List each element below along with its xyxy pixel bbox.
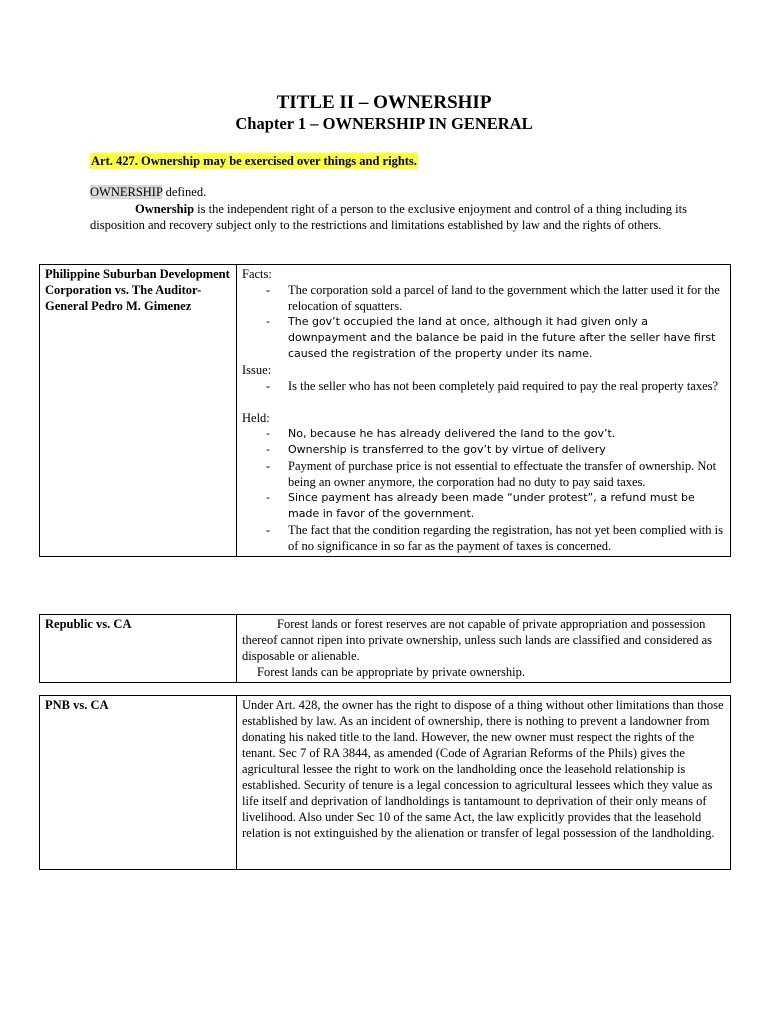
facts-label: Facts: [242,267,272,281]
list-item: - Ownership is transferred to the gov’t by virtue of delivery [242,442,726,458]
held-label: Held: [242,411,270,425]
case-table-2 [39,614,731,683]
list-item: - Since payment has already been made “under protest”, a refund must be made in favor of the government. [242,490,726,522]
case-table-3 [39,695,731,870]
list-item: - No, because he has already delivered the land to the gov’t. [242,426,726,442]
case-paragraph: Forest lands can be appropriate by private ownership. [257,665,525,679]
article-heading: Art. 427. Ownership may be exercised over things and rights. [91,154,417,168]
case-paragraph: Forest lands or forest reserves are not capable of private appropriation and possession thereof cannot ripen into private ownership, unless such lands are classified and considered as disposable or alienable. [242,617,712,663]
page-title: TITLE II – OWNERSHIP [276,92,492,113]
case-body [237,615,731,683]
case-paragraph: Under Art. 428, the owner has the right to dispose of a thing without other limitations than those established by law. As an incident of ownership, there is nothing to prevent a landowner from donating his naked title to the land. However, the new owner must respect the rights of the tenant. Sec 7 of RA 3844, as amended (Code of Agrarian Reforms of the Phils) gives the agricultural lessee the right to work on the landholding once the leasehold relationship is established. Security of tenure is a legal concession to agricultural lessees which they value as life itself and deprivation of landholdings is tantamount to deprivation of their only means of livelihood. Also under Sec 10 of the same Act, the law explicitly provides that the leasehold relation is not extinguished by the alienation or transfer of legal possession of the landholding. [242,698,724,840]
list-item: - The fact that the condition regarding the registration, has not yet been complied with is of no significance in so far as the payment of taxes is concerned. [242,522,726,554]
definition-defined-word: defined. [162,185,207,199]
case-table-1 [39,264,731,557]
definition-heading [90,184,206,200]
list-item: - The gov’t occupied the land at once, although it had given only a downpayment and the balance be paid in the future after the seller have first caused the registration of the property under its name. [242,314,726,362]
issue-label: Issue: [242,363,272,377]
case-name: PNB vs. CA [40,696,237,870]
issue-list [242,378,726,394]
definition-term: OWNERSHIP [90,185,163,199]
list-item: - Payment of purchase price is not essential to effectuate the transfer of ownership. Not being an owner anymore, the corporation had no duty to pay said taxes. [242,458,726,490]
list-item: - Is the seller who has not been completely paid required to pay the real property taxes? [242,378,726,394]
definition-bold-word: Ownership [135,202,195,216]
case-name: Philippine Suburban Development Corporation vs. The Auditor-General Pedro M. Gimenez [40,265,237,557]
chapter-heading: Chapter 1 – OWNERSHIP IN GENERAL [235,114,533,133]
list-item: - The corporation sold a parcel of land to the government which the latter used it for the relocation of squatters. [242,282,726,314]
held-list [242,426,726,554]
case-body [237,265,731,557]
definition-text: is the independent right of a person to the exclusive enjoyment and control of a thing including its disposition and recovery subject only to the restrictions and limitations established by law and the rights of others. [90,202,687,232]
case-body [237,696,731,870]
facts-list [242,282,726,362]
definition-paragraph [90,201,690,233]
case-name: Republic vs. CA [40,615,237,683]
